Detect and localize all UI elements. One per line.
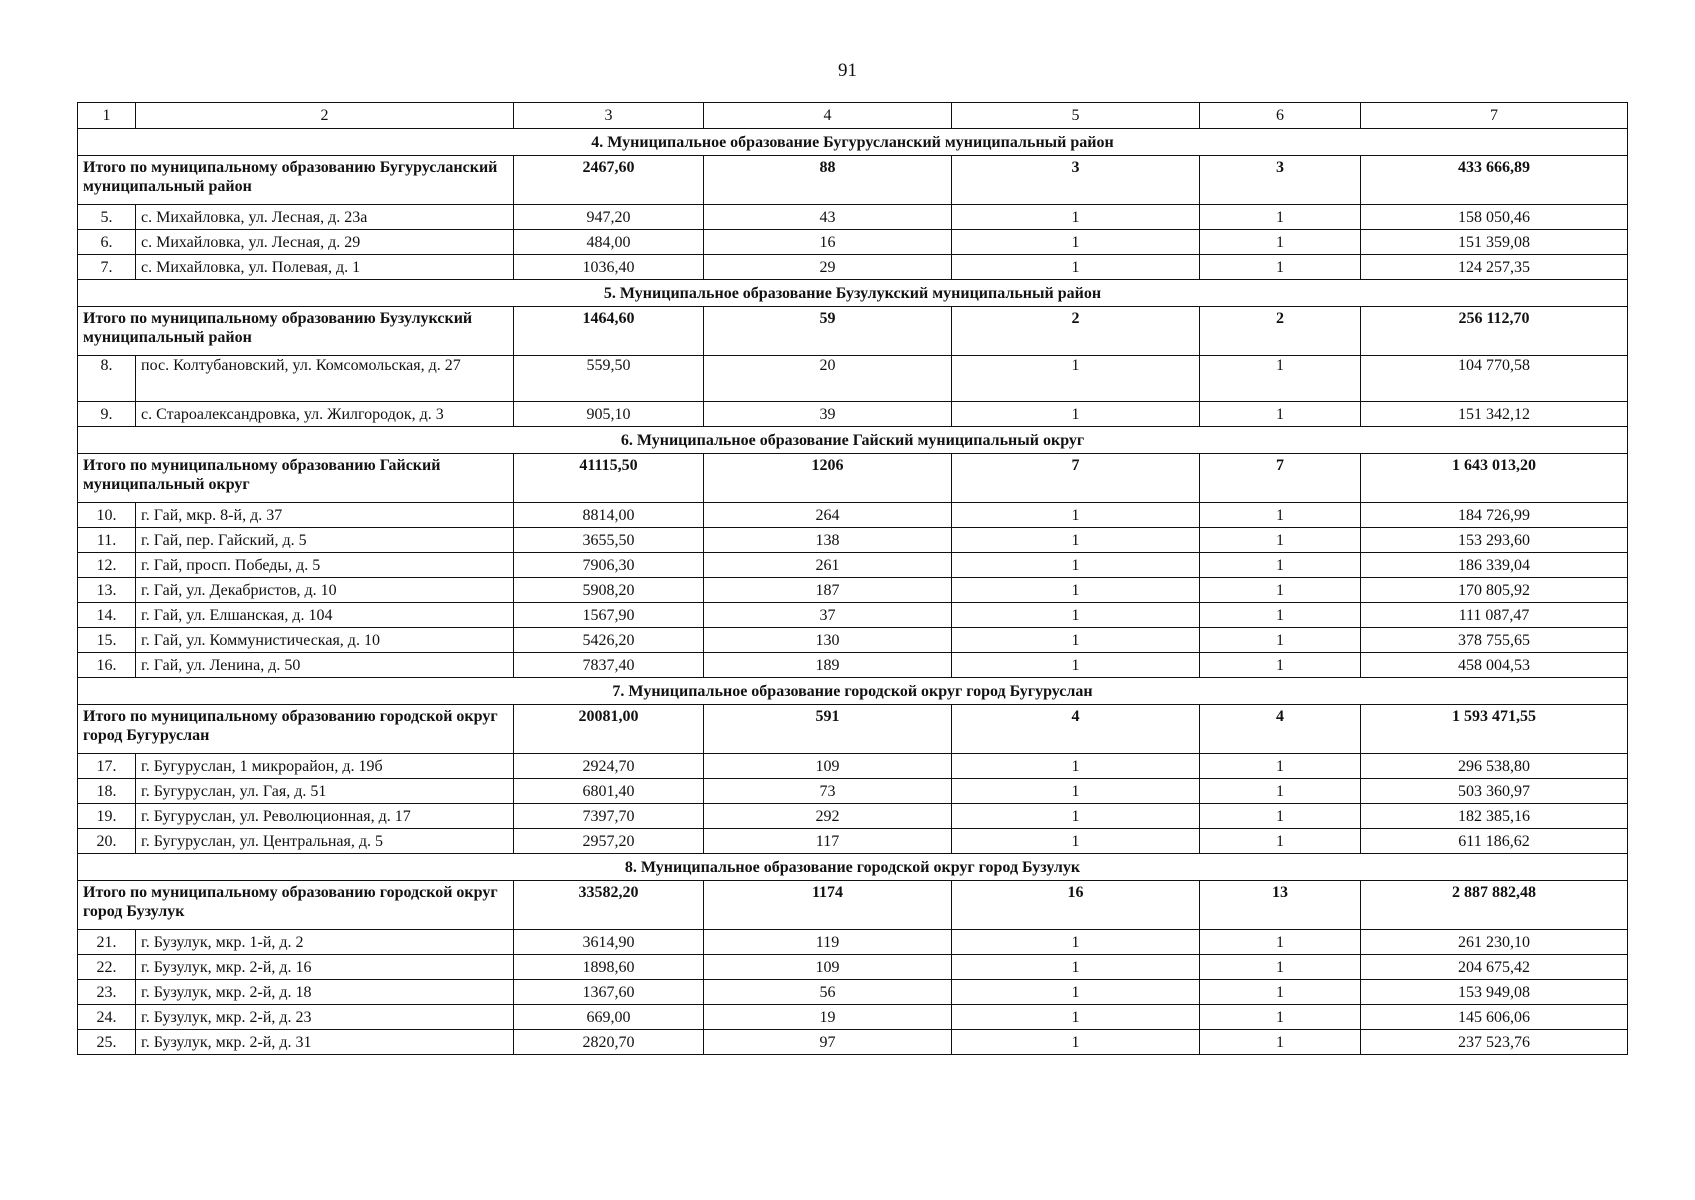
row-amount: 378 755,65	[1361, 628, 1628, 653]
row-number: 20.	[78, 829, 136, 854]
table-row	[78, 930, 1628, 955]
row-count-col5: 1	[952, 553, 1200, 578]
row-count-col6: 1	[1200, 754, 1361, 779]
row-residents: 138	[704, 528, 952, 553]
section-title: 5. Муниципальное образование Бузулукский муниципальный район	[78, 280, 1628, 307]
row-count-col5: 1	[952, 653, 1200, 678]
table-row	[78, 1005, 1628, 1030]
total-amount: 1 593 471,55	[1361, 705, 1628, 754]
row-address: с. Михайловка, ул. Лесная, д. 29	[136, 230, 514, 255]
row-count-col6: 1	[1200, 955, 1361, 980]
row-residents: 97	[704, 1030, 952, 1055]
row-address: г. Гай, просп. Победы, д. 5	[136, 553, 514, 578]
row-number: 17.	[78, 754, 136, 779]
row-address: г. Гай, мкр. 8-й, д. 37	[136, 503, 514, 528]
row-number: 5.	[78, 205, 136, 230]
row-address: г. Бугуруслан, ул. Революционная, д. 17	[136, 804, 514, 829]
table-row	[78, 754, 1628, 779]
row-area: 669,00	[514, 1005, 704, 1030]
row-number: 15.	[78, 628, 136, 653]
row-address: г. Бугуруслан, ул. Гая, д. 51	[136, 779, 514, 804]
row-residents: 264	[704, 503, 952, 528]
section-header-row	[78, 280, 1628, 307]
row-residents: 109	[704, 955, 952, 980]
total-count-col6: 2	[1200, 307, 1361, 356]
row-amount: 184 726,99	[1361, 503, 1628, 528]
row-area: 2924,70	[514, 754, 704, 779]
total-residents: 88	[704, 156, 952, 205]
row-amount: 458 004,53	[1361, 653, 1628, 678]
section-header-row	[78, 678, 1628, 705]
row-address: г. Бузулук, мкр. 2-й, д. 23	[136, 1005, 514, 1030]
row-area: 2820,70	[514, 1030, 704, 1055]
row-count-col5: 1	[952, 930, 1200, 955]
row-residents: 37	[704, 603, 952, 628]
row-address: г. Гай, пер. Гайский, д. 5	[136, 528, 514, 553]
total-area: 41115,50	[514, 454, 704, 503]
row-number: 12.	[78, 553, 136, 578]
row-amount: 145 606,06	[1361, 1005, 1628, 1030]
row-area: 6801,40	[514, 779, 704, 804]
total-residents: 1206	[704, 454, 952, 503]
row-address: г. Бузулук, мкр. 2-й, д. 16	[136, 955, 514, 980]
total-count-col6: 3	[1200, 156, 1361, 205]
row-area: 484,00	[514, 230, 704, 255]
total-label: Итого по муниципальному образованию Гайский муниципальный округ	[78, 454, 514, 503]
table-row	[78, 628, 1628, 653]
buildings-table	[77, 102, 1628, 1055]
row-residents: 117	[704, 829, 952, 854]
table-row	[78, 528, 1628, 553]
section-title: 4. Муниципальное образование Бугурусланский муниципальный район	[78, 129, 1628, 156]
total-label: Итого по муниципальному образованию городской округ город Бугуруслан	[78, 705, 514, 754]
row-area: 947,20	[514, 205, 704, 230]
row-residents: 29	[704, 255, 952, 280]
row-count-col5: 1	[952, 603, 1200, 628]
row-number: 9.	[78, 402, 136, 427]
total-count-col5: 7	[952, 454, 1200, 503]
total-count-col6: 7	[1200, 454, 1361, 503]
row-area: 5908,20	[514, 578, 704, 603]
row-address: г. Гай, ул. Декабристов, д. 10	[136, 578, 514, 603]
total-area: 20081,00	[514, 705, 704, 754]
total-residents: 1174	[704, 881, 952, 930]
row-address: г. Гай, ул. Ленина, д. 50	[136, 653, 514, 678]
total-amount: 2 887 882,48	[1361, 881, 1628, 930]
row-area: 5426,20	[514, 628, 704, 653]
row-count-col5: 1	[952, 503, 1200, 528]
row-amount: 503 360,97	[1361, 779, 1628, 804]
row-count-col5: 1	[952, 255, 1200, 280]
row-count-col5: 1	[952, 779, 1200, 804]
row-amount: 151 342,12	[1361, 402, 1628, 427]
section-total-row	[78, 156, 1628, 205]
row-amount: 296 538,80	[1361, 754, 1628, 779]
row-number: 19.	[78, 804, 136, 829]
row-amount: 111 087,47	[1361, 603, 1628, 628]
table-row	[78, 578, 1628, 603]
row-area: 3655,50	[514, 528, 704, 553]
table-row	[78, 205, 1628, 230]
row-count-col6: 1	[1200, 230, 1361, 255]
section-title: 7. Муниципальное образование городской округ город Бугуруслан	[78, 678, 1628, 705]
table-row	[78, 955, 1628, 980]
row-area: 1567,90	[514, 603, 704, 628]
row-residents: 20	[704, 356, 952, 402]
row-count-col5: 1	[952, 1005, 1200, 1030]
table-row	[78, 402, 1628, 427]
row-count-col6: 1	[1200, 829, 1361, 854]
row-count-col6: 1	[1200, 1005, 1361, 1030]
row-count-col6: 1	[1200, 980, 1361, 1005]
row-number: 10.	[78, 503, 136, 528]
section-total-row	[78, 307, 1628, 356]
row-count-col6: 1	[1200, 578, 1361, 603]
row-count-col5: 1	[952, 955, 1200, 980]
row-number: 16.	[78, 653, 136, 678]
row-residents: 43	[704, 205, 952, 230]
column-number: 3	[514, 103, 704, 129]
column-number: 5	[952, 103, 1200, 129]
column-number: 2	[136, 103, 514, 129]
total-label: Итого по муниципальному образованию городской округ город Бузулук	[78, 881, 514, 930]
row-count-col5: 1	[952, 356, 1200, 402]
row-amount: 170 805,92	[1361, 578, 1628, 603]
table-row	[78, 603, 1628, 628]
row-residents: 109	[704, 754, 952, 779]
row-amount: 151 359,08	[1361, 230, 1628, 255]
column-numbers-row	[78, 103, 1628, 129]
row-residents: 39	[704, 402, 952, 427]
row-amount: 153 949,08	[1361, 980, 1628, 1005]
row-count-col5: 1	[952, 980, 1200, 1005]
row-count-col6: 1	[1200, 930, 1361, 955]
row-amount: 182 385,16	[1361, 804, 1628, 829]
row-address: пос. Колтубановский, ул. Комсомольская, д. 27	[136, 356, 514, 402]
section-total-row	[78, 454, 1628, 503]
row-amount: 204 675,42	[1361, 955, 1628, 980]
table-row	[78, 503, 1628, 528]
row-residents: 73	[704, 779, 952, 804]
row-count-col5: 1	[952, 1030, 1200, 1055]
row-count-col6: 1	[1200, 205, 1361, 230]
row-address: г. Бузулук, мкр. 2-й, д. 31	[136, 1030, 514, 1055]
row-residents: 130	[704, 628, 952, 653]
column-number: 1	[78, 103, 136, 129]
row-count-col5: 1	[952, 628, 1200, 653]
table-row	[78, 653, 1628, 678]
row-address: г. Бугуруслан, 1 микрорайон, д. 19б	[136, 754, 514, 779]
row-number: 14.	[78, 603, 136, 628]
section-total-row	[78, 705, 1628, 754]
row-address: с. Староалександровка, ул. Жилгородок, д. 3	[136, 402, 514, 427]
row-count-col5: 1	[952, 402, 1200, 427]
table-row	[78, 356, 1628, 402]
row-count-col5: 1	[952, 829, 1200, 854]
section-header-row	[78, 427, 1628, 454]
row-residents: 292	[704, 804, 952, 829]
total-residents: 591	[704, 705, 952, 754]
table-row	[78, 553, 1628, 578]
row-area: 559,50	[514, 356, 704, 402]
table-row	[78, 779, 1628, 804]
total-area: 2467,60	[514, 156, 704, 205]
row-count-col6: 1	[1200, 356, 1361, 402]
table-row	[78, 829, 1628, 854]
column-number: 7	[1361, 103, 1628, 129]
section-title: 8. Муниципальное образование городской округ город Бузулук	[78, 854, 1628, 881]
row-area: 8814,00	[514, 503, 704, 528]
total-amount: 1 643 013,20	[1361, 454, 1628, 503]
row-address: г. Бугуруслан, ул. Центральная, д. 5	[136, 829, 514, 854]
total-residents: 59	[704, 307, 952, 356]
row-count-col5: 1	[952, 230, 1200, 255]
row-amount: 158 050,46	[1361, 205, 1628, 230]
row-area: 2957,20	[514, 829, 704, 854]
row-number: 22.	[78, 955, 136, 980]
row-address: г. Гай, ул. Коммунистическая, д. 10	[136, 628, 514, 653]
total-amount: 256 112,70	[1361, 307, 1628, 356]
total-count-col5: 4	[952, 705, 1200, 754]
table-row	[78, 980, 1628, 1005]
row-count-col5: 1	[952, 804, 1200, 829]
row-number: 7.	[78, 255, 136, 280]
table-row	[78, 230, 1628, 255]
row-address: г. Гай, ул. Елшанская, д. 104	[136, 603, 514, 628]
row-number: 23.	[78, 980, 136, 1005]
row-count-col6: 1	[1200, 804, 1361, 829]
row-count-col6: 1	[1200, 402, 1361, 427]
total-count-col5: 3	[952, 156, 1200, 205]
row-area: 905,10	[514, 402, 704, 427]
row-amount: 261 230,10	[1361, 930, 1628, 955]
row-amount: 611 186,62	[1361, 829, 1628, 854]
total-count-col6: 4	[1200, 705, 1361, 754]
row-count-col6: 1	[1200, 779, 1361, 804]
row-count-col6: 1	[1200, 503, 1361, 528]
row-count-col6: 1	[1200, 653, 1361, 678]
row-residents: 187	[704, 578, 952, 603]
total-area: 1464,60	[514, 307, 704, 356]
row-area: 7837,40	[514, 653, 704, 678]
row-number: 6.	[78, 230, 136, 255]
total-count-col5: 2	[952, 307, 1200, 356]
section-total-row	[78, 881, 1628, 930]
total-count-col6: 13	[1200, 881, 1361, 930]
row-count-col5: 1	[952, 205, 1200, 230]
table-row	[78, 1030, 1628, 1055]
row-amount: 186 339,04	[1361, 553, 1628, 578]
total-area: 33582,20	[514, 881, 704, 930]
row-area: 1036,40	[514, 255, 704, 280]
row-address: с. Михайловка, ул. Лесная, д. 23а	[136, 205, 514, 230]
row-count-col6: 1	[1200, 255, 1361, 280]
row-residents: 261	[704, 553, 952, 578]
section-title: 6. Муниципальное образование Гайский муниципальный округ	[78, 427, 1628, 454]
row-count-col6: 1	[1200, 603, 1361, 628]
row-count-col6: 1	[1200, 628, 1361, 653]
row-residents: 19	[704, 1005, 952, 1030]
row-area: 3614,90	[514, 930, 704, 955]
row-number: 11.	[78, 528, 136, 553]
row-residents: 189	[704, 653, 952, 678]
row-number: 8.	[78, 356, 136, 402]
row-count-col6: 1	[1200, 553, 1361, 578]
total-amount: 433 666,89	[1361, 156, 1628, 205]
row-number: 18.	[78, 779, 136, 804]
row-area: 7906,30	[514, 553, 704, 578]
row-area: 1898,60	[514, 955, 704, 980]
row-residents: 16	[704, 230, 952, 255]
row-number: 24.	[78, 1005, 136, 1030]
page-number: 91	[838, 60, 857, 81]
column-number: 6	[1200, 103, 1361, 129]
row-number: 13.	[78, 578, 136, 603]
table-row	[78, 255, 1628, 280]
total-label: Итого по муниципальному образованию Бузулукский муниципальный район	[78, 307, 514, 356]
row-amount: 124 257,35	[1361, 255, 1628, 280]
row-count-col6: 1	[1200, 528, 1361, 553]
column-number: 4	[704, 103, 952, 129]
row-residents: 119	[704, 930, 952, 955]
row-residents: 56	[704, 980, 952, 1005]
section-header-row	[78, 129, 1628, 156]
row-count-col5: 1	[952, 528, 1200, 553]
row-amount: 153 293,60	[1361, 528, 1628, 553]
row-amount: 237 523,76	[1361, 1030, 1628, 1055]
row-amount: 104 770,58	[1361, 356, 1628, 402]
total-count-col5: 16	[952, 881, 1200, 930]
row-number: 25.	[78, 1030, 136, 1055]
row-count-col5: 1	[952, 578, 1200, 603]
row-address: г. Бузулук, мкр. 1-й, д. 2	[136, 930, 514, 955]
table-row	[78, 804, 1628, 829]
row-number: 21.	[78, 930, 136, 955]
row-area: 7397,70	[514, 804, 704, 829]
row-count-col6: 1	[1200, 1030, 1361, 1055]
total-label: Итого по муниципальному образованию Бугурусланский муниципальный район	[78, 156, 514, 205]
row-count-col5: 1	[952, 754, 1200, 779]
row-address: с. Михайловка, ул. Полевая, д. 1	[136, 255, 514, 280]
row-address: г. Бузулук, мкр. 2-й, д. 18	[136, 980, 514, 1005]
section-header-row	[78, 854, 1628, 881]
table-body	[78, 103, 1628, 1055]
row-area: 1367,60	[514, 980, 704, 1005]
